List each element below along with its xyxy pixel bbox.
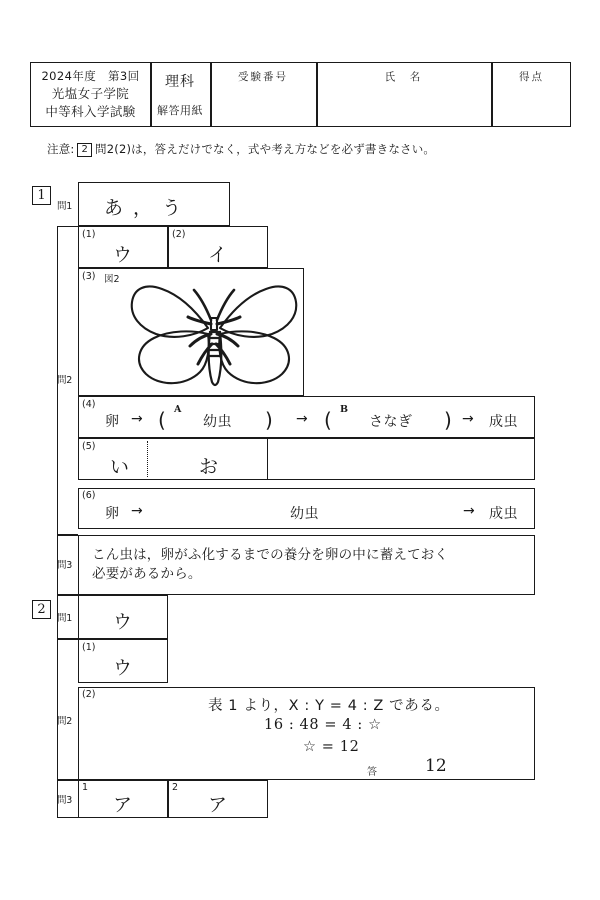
s1-q2-4-paren-open-1: ( [158,408,167,432]
s1-q2-6-answer-larva: 幼虫 [290,506,319,522]
school-line-1: 2024年度 第3回 [41,69,140,84]
s2-q2-2-answer-value: 12 [425,756,447,776]
section-number-1: 1 [32,186,51,205]
school-line-2: 光塩女子学院 [51,85,130,101]
s1-q2-6-term-egg: 卵 [105,506,120,522]
s2-q3-cell-1-answer: ア [113,794,135,816]
s1-q2-2-num: (2) [172,229,186,240]
s1-q2-6-num: (6) [82,490,96,501]
s2-q2-2-work-line-1: 表 1 より，X : Y = 4 : Z である。 [208,698,450,714]
s2-q1-label: 問1 [57,613,72,624]
s1-q2-3-num: (3) [82,271,96,282]
notice-text: 問2(2)は，答えだけでなく，式や考え方などを必ず書きなさい。 [95,142,436,156]
s1-q2-4-paren-close-2: ) [444,408,453,432]
s1-q1-answer: あ ， う [104,197,184,219]
s1-q2-5-answer-2: お [199,456,221,478]
s1-q2-5-num: (5) [82,441,96,452]
sheet-type-label: 解答用紙 [157,104,203,117]
s1-q2-4-sup-b: B [340,404,349,415]
s2-q2-1-answer: ウ [113,657,135,679]
s1-q2-4-num: (4) [82,399,96,410]
s1-q2-4-paren-close-1: ) [265,408,274,432]
butterfly-drawing-icon [128,280,300,392]
s1-q2-5-box[interactable] [78,438,268,480]
s1-q2-1-num: (1) [82,229,96,240]
s1-q2-5-box-extra[interactable] [268,438,535,480]
s1-q2-2-answer: イ [208,244,230,266]
s1-q3-answer-line-1: こん虫は，卵がふ化するまでの養分を卵の中に蓄えておく [92,547,449,563]
s1-q3-answer-line-2: 必要があるから。 [92,566,202,582]
s1-q2-4-answer-larva: 幼虫 [203,414,232,430]
s1-q2-4-term-egg: 卵 [105,414,120,430]
s1-q2-4-arrow-2: → [296,411,309,427]
s2-q2-1-num: (1) [82,642,96,653]
s1-q2-4-arrow-1: → [131,411,144,427]
s1-q2-1-answer: ウ [113,244,135,266]
s1-q2-4-paren-open-2: ( [324,408,333,432]
header-cell-school [31,63,150,126]
subject-label: 理科 [165,74,195,90]
s2-q3-label: 問3 [57,795,72,806]
header-cell-exam-number[interactable] [210,63,316,126]
s1-q2-4-arrow-3: → [462,411,475,427]
s1-q2-5-answer-1: い [110,456,132,478]
name-label: 氏 名 [384,71,423,83]
s2-q2-label-column [57,639,78,780]
exam-number-label: 受験番号 [238,71,288,83]
s2-q2-label: 問2 [57,716,72,727]
section-number-2: 2 [32,600,51,619]
s1-q2-4-sup-a: A [174,404,182,415]
header-cell-subject [150,63,210,126]
s2-q3-cell-2-answer: ア [208,794,230,816]
s2-q3-cell-2-num: 2 [172,782,179,793]
s2-q2-2-work-line-2: 16 : 48 = 4 : ☆ [264,717,382,733]
s2-q2-2-answer-label: 答 [367,767,377,778]
school-line-3: 中等科入学試験 [45,103,136,119]
s1-q1-label: 問1 [57,201,72,212]
s1-q2-3-caption: 図2 [104,274,120,285]
header-cell-score[interactable] [491,63,572,126]
s2-q2-2-num: (2) [82,689,96,700]
s1-q2-5-dotted-divider [147,441,148,477]
header-cell-name[interactable] [316,63,491,126]
s1-q2-6-arrow-1: → [131,503,144,519]
notice-prefix: 注意: [47,142,75,156]
notice-section-box: 2 [77,143,92,157]
s1-q3-label: 問3 [57,560,72,571]
s1-q2-label: 問2 [57,375,72,386]
s2-q2-2-work-line-3: ☆ = 12 [303,739,360,755]
s2-q1-answer: ウ [113,611,135,633]
s1-q2-4-answer-pupa: さなぎ [369,414,413,430]
s1-q2-6-term-adult: 成虫 [489,506,518,522]
score-label: 得点 [519,71,544,83]
notice-line [47,141,435,157]
s1-q2-4-term-adult: 成虫 [489,414,518,430]
s2-q3-cell-1-num: 1 [82,782,89,793]
header-table [30,62,571,127]
s1-q2-6-arrow-2: → [463,503,476,519]
